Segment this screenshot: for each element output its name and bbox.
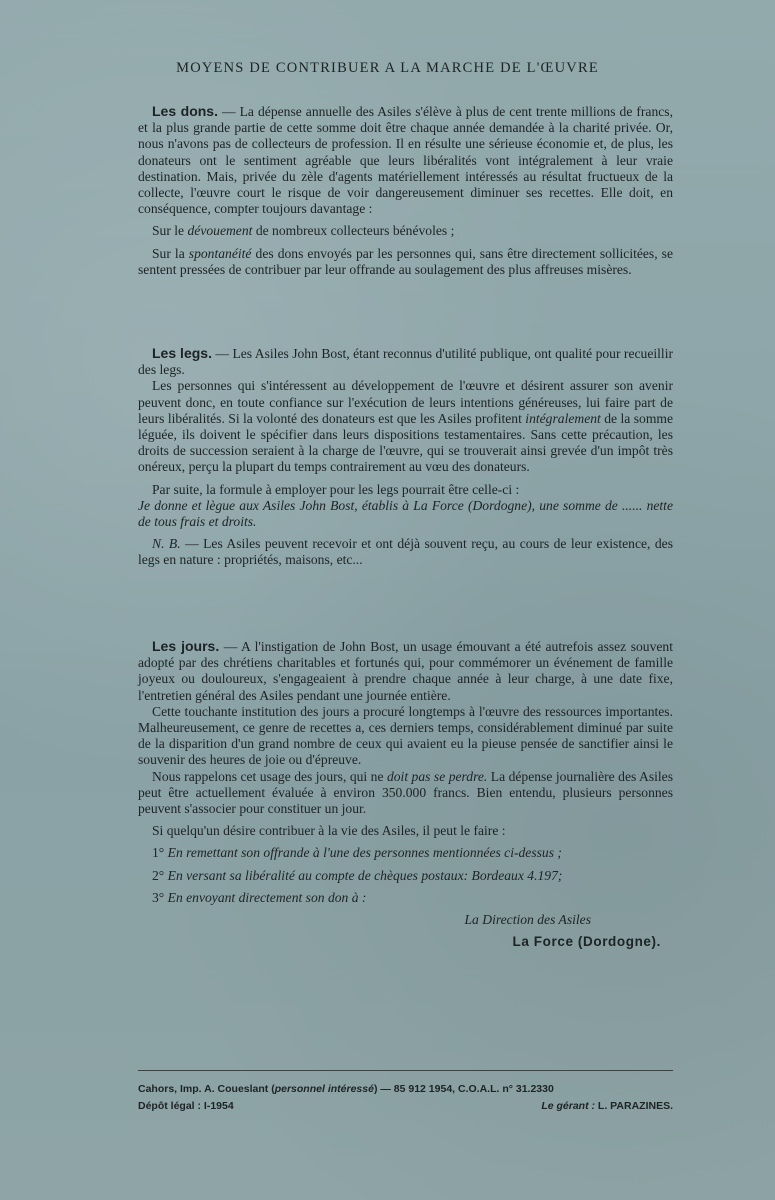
jours-p3-pre: Nous rappelons cet usage des jours, qui ne xyxy=(152,768,387,784)
printer-em: personnel intéressé xyxy=(274,1083,374,1095)
footer-line-1 xyxy=(138,1083,673,1095)
jours-paragraph-3 xyxy=(138,769,673,818)
section-jours xyxy=(138,638,673,950)
dons-text: — La dépense annuelle des Asiles s'élève à plus de cent trente millions de francs, et la plus grande partie de cette somme doit être chaque année demandée à la charité privée. Or, nous n'avons pas de collecteurs de profession. Il en résulte une sérieuse économie et, de plus, les donateurs ont le sentiment agréable que leurs libéralités vont intégralement à leur vraie destination. Mais, privée du zèle d'agents matériellement intéressés au résultat fructueux de la collecte, l'œuvre court le risque de voir dangereusement diminuer ses recettes. Elle doit, en conséquence, compter toujours davantage : xyxy=(138,104,673,217)
page-heading: MOYENS DE CONTRIBUER A LA MARCHE DE L'ŒUVRE xyxy=(176,60,599,76)
dons-p2-em: dévouement xyxy=(187,223,253,239)
dons-p3-em: spontanéité xyxy=(188,245,252,261)
jours-item-1 xyxy=(138,845,673,861)
dons-paragraph-2 xyxy=(138,223,673,239)
legs-formula: Je donne et lègue aux Asiles John Bost, établis à La Force (Dordogne), une somme de ...... nette de tous frais et droits. xyxy=(138,497,673,530)
dons-paragraph-1 xyxy=(138,103,673,217)
item-2-text: En versant sa libéralité au compte de chèques postaux: Bordeaux 4.197; xyxy=(167,867,563,883)
footer-line-2 xyxy=(138,1100,673,1112)
item-3-number: 3° xyxy=(152,889,165,905)
legs-p2-post: de la somme léguée, ils doivent le spécifier dans leurs dispositions testamentaires. Sans cette précaution, les droits de succession seraient à la charge de l'œuvre, qui se trouverait ainsi grevée d'un impôt très onéreux, perçu la plupart du temps contrairement au vœu des donateurs. xyxy=(138,410,673,475)
item-1-text: En remettant son offrande à l'une des personnes mentionnées ci-dessus ; xyxy=(167,845,562,861)
legs-p2-pre: Les personnes qui s'intéressent au développement de l'œuvre et désirent assurer son avenir peuvent donc, en toute confiance sur l'exécution de leurs intentions généreuses, lui faire part de leurs libéralités. Si la volonté des donateurs est que les Asiles profitent xyxy=(138,378,673,426)
printer-post: ) — 85 912 1954, C.O.A.L. n° 31.2330 xyxy=(373,1083,554,1095)
jours-paragraph-4: Si quelqu'un désire contribuer à la vie des Asiles, il peut le faire : xyxy=(152,823,506,839)
jours-text: — A l'instigation de John Bost, un usage émouvant a été autrefois assez souvent adopté par des chrétiens charitables et fortunés qui, pour commémorer un événement de famille joyeux ou douloureux, s'engageaient à prendre chaque année à leur charge, à une date fixe, l'entretien général des Asiles pendant une journée entière. xyxy=(138,639,673,703)
legs-text: — Les Asiles John Bost, étant reconnus d'utilité publique, ont qualité pour recueillir des legs. xyxy=(138,346,673,378)
item-2-number: 2° xyxy=(152,867,165,883)
jours-paragraph-1 xyxy=(138,638,673,704)
jours-item-3 xyxy=(138,890,673,906)
jours-paragraph-2: Cette touchante institution des jours a procuré longtemps à l'œuvre des ressources importantes. Malheureusement, ce genre de recettes a, ces derniers temps, considérablement diminué par suite de la disparition d'un grand nombre de ceux qui avaient eu la pieuse pensée de sanctifier ainsi le souvenir des heures de joie ou d'épreuve. xyxy=(138,703,673,768)
jours-lead: Les jours. xyxy=(152,638,220,654)
legs-lead: Les legs. xyxy=(152,345,212,361)
dons-p2-post: de nombreux collecteurs bénévoles ; xyxy=(252,223,455,239)
gerant-em: Le gérant : xyxy=(541,1100,596,1112)
printer-info xyxy=(138,1083,554,1095)
signature-location: La Force (Dordogne). xyxy=(512,934,661,950)
legs-nb xyxy=(138,536,673,568)
jours-p3-post: La dépense journalière des Asiles peut être actuellement évaluée à environ 350.000 francs. Bien entendu, plusieurs personnes peuvent s'associer pour constituer un jour. xyxy=(138,768,673,817)
dons-p3-post: des dons envoyés par les personnes qui, sans être directement sollicitées, se sentent pressées de contribuer par leur offrande au soulagement des plus affreuses misères. xyxy=(138,245,673,277)
item-3-text: En envoyant directement son don à : xyxy=(167,889,367,905)
legs-nb-text: — Les Asiles peuvent recevoir et ont déjà souvent reçu, au cours de leur existence, des legs en nature : propriétés, maisons, etc... xyxy=(138,536,673,568)
legs-p2-em: intégralement xyxy=(525,410,601,426)
dons-lead: Les dons. xyxy=(152,103,218,119)
jours-item-2 xyxy=(138,868,673,884)
legs-nb-em: N. B. xyxy=(152,536,181,552)
depot-legal: Dépôt légal : I-1954 xyxy=(138,1100,234,1112)
gerant-name: L. PARAZINES. xyxy=(595,1100,673,1112)
dons-p3-pre: Sur la xyxy=(152,245,189,261)
jours-p3-em: doit pas se perdre. xyxy=(386,768,488,784)
legs-paragraph-3: Par suite, la formule à employer pour les legs pourrait être celle-ci : xyxy=(152,481,520,497)
item-1-number: 1° xyxy=(152,845,165,861)
gerant xyxy=(541,1100,673,1112)
dons-paragraph-3 xyxy=(138,246,673,278)
signature-direction: La Direction des Asiles xyxy=(464,912,591,928)
section-legs xyxy=(138,345,673,569)
legs-paragraph-2 xyxy=(138,378,673,475)
printer-pre: Cahors, Imp. A. Coueslant ( xyxy=(138,1083,275,1095)
footer-divider xyxy=(138,1070,673,1071)
dons-p2-pre: Sur le xyxy=(152,223,188,239)
legs-paragraph-1 xyxy=(138,345,673,378)
section-dons xyxy=(138,103,673,278)
